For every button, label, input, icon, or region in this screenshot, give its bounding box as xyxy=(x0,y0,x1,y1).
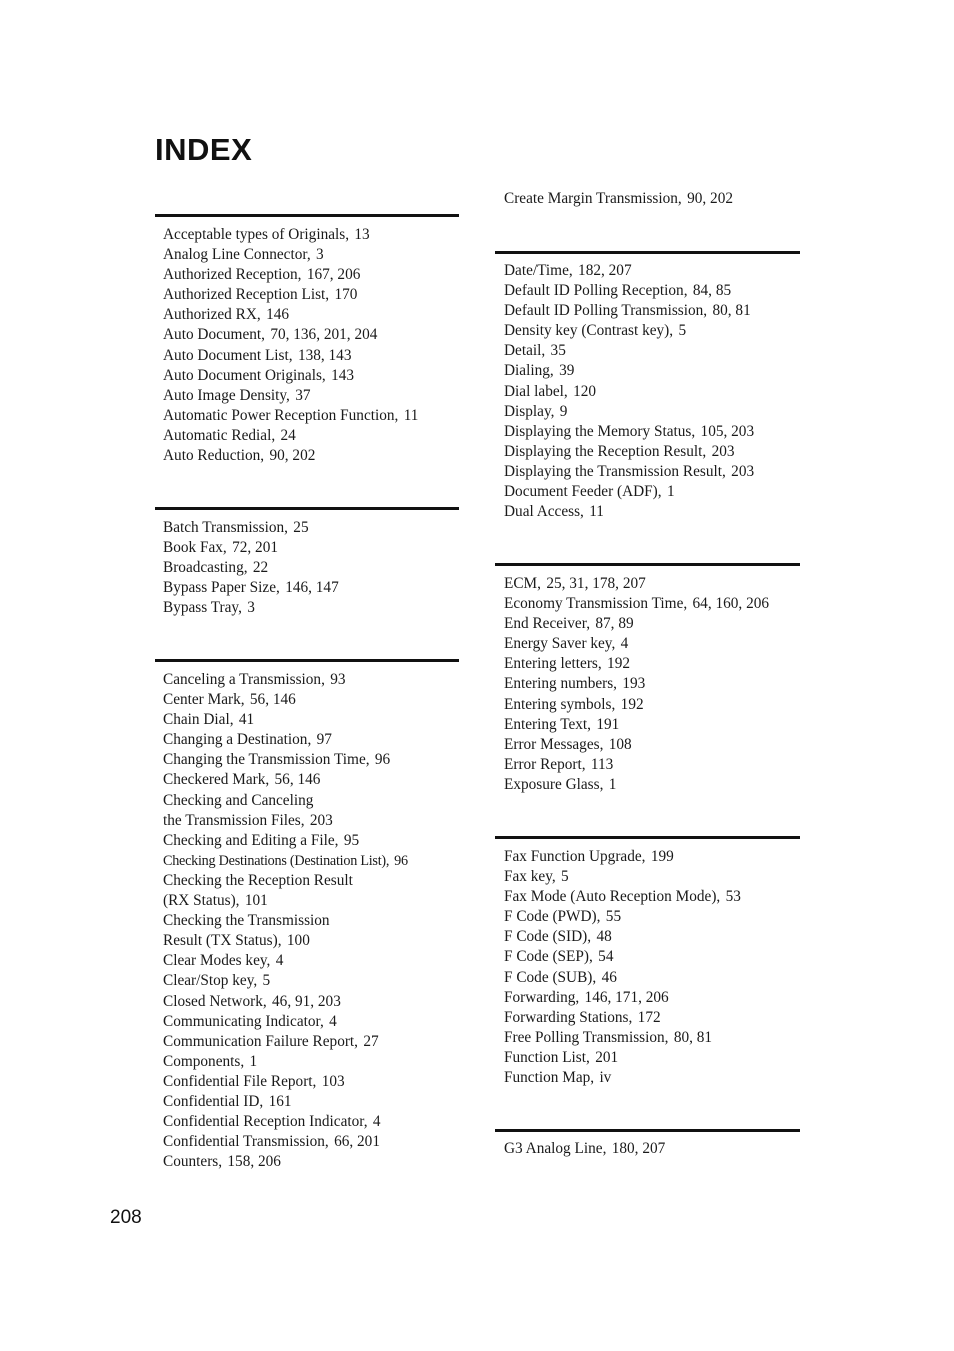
index-page-refs: 55 xyxy=(605,908,622,926)
index-page-refs: 4 xyxy=(329,1012,337,1030)
index-term: End Receiver, xyxy=(504,615,591,633)
index-entry xyxy=(163,1052,408,1072)
index-term: Changing the Transmission Time, xyxy=(163,751,370,769)
index-term: Fax Function Upgrade, xyxy=(504,848,646,865)
index-entry xyxy=(504,927,741,947)
index-entry xyxy=(504,462,754,482)
index-entry xyxy=(504,614,769,634)
index-entry xyxy=(163,538,339,558)
index-term: Confidential File Report, xyxy=(163,1072,317,1090)
index-entry xyxy=(504,1068,741,1088)
index-entry xyxy=(163,670,408,690)
index-term: Clear Modes key, xyxy=(163,952,271,970)
index-entry xyxy=(504,422,754,442)
index-entry xyxy=(504,654,769,674)
index-page-refs: 108 xyxy=(608,735,632,753)
index-page-refs: 46 xyxy=(601,968,617,986)
index-page-refs: 120 xyxy=(573,382,597,400)
index-entry xyxy=(163,710,408,730)
index-page-refs: 96 xyxy=(394,852,408,869)
index-term: Analog Line Connector, xyxy=(163,246,311,264)
index-term: Checkered Mark, xyxy=(163,771,270,789)
index-term: Free Polling Transmission, xyxy=(504,1028,669,1046)
index-term: Displaying the Reception Result, xyxy=(504,442,707,460)
index-term: Function Map, xyxy=(504,1069,595,1087)
index-term: Function List, xyxy=(504,1048,590,1066)
index-term: F Code (SID), xyxy=(504,928,592,946)
index-term: Energy Saver key, xyxy=(504,635,616,653)
index-entry xyxy=(163,245,418,265)
index-entry xyxy=(504,382,754,402)
index-page-refs: 146 xyxy=(266,306,290,324)
index-page-refs: 3 xyxy=(247,599,255,617)
index-entry xyxy=(163,791,408,811)
index-page-refs: 96 xyxy=(374,751,391,769)
index-term: Auto Reduction, xyxy=(163,447,265,465)
index-entry xyxy=(504,988,741,1008)
index-page-refs: 201 xyxy=(595,1048,619,1066)
index-term: Dial label, xyxy=(504,382,568,400)
index-term: Confidential Transmission, xyxy=(163,1133,329,1151)
index-term: Displaying the Memory Status, xyxy=(504,422,696,440)
index-term: G3 Analog Line, xyxy=(504,1140,607,1157)
index-term: Components, xyxy=(163,1052,245,1070)
index-page-refs: 4 xyxy=(620,635,629,653)
index-page-refs: 72, 201 xyxy=(232,539,278,557)
index-entry xyxy=(163,971,408,991)
index-page-refs: 203 xyxy=(731,462,755,480)
index-page-refs: 182, 207 xyxy=(578,262,632,279)
index-page-refs: 84, 85 xyxy=(692,282,732,300)
index-page-refs: 48 xyxy=(596,928,612,946)
index-entry xyxy=(163,558,339,578)
index-entry xyxy=(504,189,733,209)
index-entry xyxy=(504,502,754,522)
section-divider-c xyxy=(155,659,459,662)
index-entry xyxy=(163,911,408,931)
index-page-refs: 95 xyxy=(343,831,360,849)
index-page-refs: 5 xyxy=(262,972,271,990)
index-entry xyxy=(504,361,754,381)
index-term: Entering letters, xyxy=(504,655,602,673)
index-entry xyxy=(163,346,418,366)
index-page-refs: 158, 206 xyxy=(227,1153,281,1171)
index-entry xyxy=(163,285,418,305)
index-page-refs: 199 xyxy=(650,848,674,865)
index-page-refs: 25, 31, 178, 207 xyxy=(546,575,646,592)
index-term: Center Mark, xyxy=(163,691,245,709)
index-term: Exposure Glass, xyxy=(504,775,604,793)
section-divider-a xyxy=(155,214,459,217)
index-page-refs: 1 xyxy=(249,1052,258,1070)
index-page-refs: 13 xyxy=(354,226,370,243)
page-title: INDEX xyxy=(155,132,253,167)
index-entry xyxy=(163,1152,408,1172)
index-entry xyxy=(163,730,408,750)
index-term: F Code (SEP), xyxy=(504,948,593,966)
index-entry xyxy=(504,1008,741,1028)
index-page-refs: 146, 147 xyxy=(285,579,339,597)
index-page-refs: 191 xyxy=(596,715,620,733)
index-page-refs: 66, 201 xyxy=(334,1133,380,1151)
index-entry xyxy=(504,442,754,462)
index-entry xyxy=(504,281,754,301)
index-term: Checking the Reception Result xyxy=(163,871,353,889)
index-page-refs: 105, 203 xyxy=(700,422,755,440)
index-term: Broadcasting, xyxy=(163,559,248,577)
index-term: Forwarding Stations, xyxy=(504,1008,633,1026)
index-section-c-continued xyxy=(504,189,733,209)
index-entry xyxy=(163,891,408,911)
index-page-refs: 5 xyxy=(561,868,569,886)
index-entry xyxy=(504,735,769,755)
index-term: Result (TX Status), xyxy=(163,932,282,950)
index-entry xyxy=(504,715,769,735)
index-page-refs: 161 xyxy=(268,1092,292,1110)
index-entry xyxy=(163,366,418,386)
index-term: Automatic Redial, xyxy=(163,426,276,444)
index-entry xyxy=(163,951,408,971)
index-entry xyxy=(504,847,741,867)
index-page-refs: 180, 207 xyxy=(611,1140,666,1157)
index-term: Counters, xyxy=(163,1153,223,1171)
section-divider-e xyxy=(495,563,800,566)
index-term: Automatic Power Reception Function, xyxy=(163,406,399,424)
index-entry xyxy=(504,947,741,967)
index-entry xyxy=(163,1072,408,1092)
index-entry xyxy=(163,871,408,891)
index-page-refs: 11 xyxy=(589,503,604,521)
index-term: Book Fax, xyxy=(163,539,227,557)
index-term: Acceptable types of Originals, xyxy=(163,226,350,243)
section-divider-f xyxy=(495,836,800,839)
index-entry xyxy=(504,775,769,795)
index-term: Error Messages, xyxy=(504,735,604,753)
index-entry xyxy=(504,574,769,594)
index-section-e xyxy=(504,574,769,795)
index-term: Authorized Reception List, xyxy=(163,286,330,304)
index-term: Confidential Reception Indicator, xyxy=(163,1113,368,1131)
index-page-refs: 172 xyxy=(637,1008,661,1026)
index-page-refs: 143 xyxy=(331,366,355,384)
index-page-refs: 11 xyxy=(403,406,419,424)
index-page-refs: 193 xyxy=(622,675,646,693)
index-entry xyxy=(163,831,408,851)
index-page-refs: 90, 202 xyxy=(687,190,733,207)
index-page-refs: 24 xyxy=(280,426,296,444)
index-term: (RX Status), xyxy=(163,892,240,910)
index-entry xyxy=(163,265,418,285)
index-entry xyxy=(163,931,408,951)
index-page-refs: 90, 202 xyxy=(269,447,316,465)
index-term: Changing a Destination, xyxy=(163,731,312,749)
index-term: Displaying the Transmission Result, xyxy=(504,462,726,480)
index-term: Display, xyxy=(504,402,555,420)
index-page-refs: 100 xyxy=(286,932,310,950)
index-entry xyxy=(163,598,339,618)
index-entry xyxy=(504,674,769,694)
index-section-a xyxy=(163,225,418,466)
index-section-d xyxy=(504,261,754,522)
index-page-refs: iv xyxy=(599,1069,612,1087)
index-entry xyxy=(163,386,418,406)
index-page-refs: 203 xyxy=(309,811,333,829)
index-page-refs: 93 xyxy=(330,671,346,688)
index-term: Batch Transmission, xyxy=(163,519,288,536)
index-entry xyxy=(163,305,418,325)
index-entry xyxy=(504,867,741,887)
index-page-refs: 9 xyxy=(559,402,568,420)
index-entry xyxy=(163,426,418,446)
index-page-refs: 35 xyxy=(550,342,566,360)
index-term: F Code (SUB), xyxy=(504,968,597,986)
index-section-g xyxy=(504,1139,665,1159)
index-term: Density key (Contrast key), xyxy=(504,322,674,340)
index-entry xyxy=(163,811,408,831)
index-page-refs: 27 xyxy=(363,1032,379,1050)
index-page-refs: 4 xyxy=(372,1113,381,1131)
index-entry xyxy=(504,695,769,715)
index-page-refs: 39 xyxy=(559,362,575,380)
index-entry xyxy=(163,518,339,538)
index-page-refs: 146, 171, 206 xyxy=(584,988,669,1006)
index-term: F Code (PWD), xyxy=(504,908,601,926)
index-entry xyxy=(504,341,754,361)
index-term: Forwarding, xyxy=(504,988,580,1006)
index-term: Authorized Reception, xyxy=(163,266,302,284)
index-term: Checking the Transmission xyxy=(163,912,330,930)
index-entry xyxy=(163,1092,408,1112)
index-entry xyxy=(163,406,418,426)
index-page-refs: 192 xyxy=(620,695,644,713)
index-page-refs: 56, 146 xyxy=(249,691,296,709)
index-page-refs: 80, 81 xyxy=(673,1028,713,1046)
index-term: Auto Document List, xyxy=(163,346,293,364)
index-page-refs: 97 xyxy=(316,731,332,749)
index-term: Bypass Tray, xyxy=(163,599,242,617)
index-term: Error Report, xyxy=(504,755,586,773)
index-term: Detail, xyxy=(504,342,546,360)
index-page-refs: 87, 89 xyxy=(595,615,634,633)
index-entry xyxy=(163,325,418,345)
index-page-refs: 80, 81 xyxy=(712,302,751,320)
index-term: Chain Dial, xyxy=(163,711,234,729)
index-section-f xyxy=(504,847,741,1088)
index-entry xyxy=(163,851,408,871)
section-divider-b xyxy=(155,507,459,510)
index-page-refs: 103 xyxy=(321,1072,345,1090)
index-entry xyxy=(163,1112,408,1132)
index-page-refs: 53 xyxy=(725,888,741,906)
index-entry xyxy=(163,446,418,466)
index-term: Checking and Editing a File, xyxy=(163,831,339,849)
index-entry xyxy=(504,1028,741,1048)
index-term: Default ID Polling Transmission, xyxy=(504,302,708,320)
index-term: Authorized RX, xyxy=(163,306,261,324)
section-divider-d xyxy=(495,251,800,254)
index-term: Document Feeder (ADF), xyxy=(504,483,662,501)
index-term: Economy Transmission Time, xyxy=(504,595,688,613)
index-term: Create Margin Transmission, xyxy=(504,190,682,207)
index-entry xyxy=(163,578,339,598)
index-entry xyxy=(163,1132,408,1152)
page-number: 208 xyxy=(110,1207,142,1228)
index-page-refs: 1 xyxy=(666,483,675,501)
index-term: Entering Text, xyxy=(504,715,592,733)
index-page-refs: 54 xyxy=(598,948,614,966)
index-page-refs: 3 xyxy=(316,246,324,264)
index-entry xyxy=(504,261,754,281)
index-entry xyxy=(504,1048,741,1068)
index-page-refs: 192 xyxy=(607,655,630,673)
index-page-refs: 113 xyxy=(590,755,614,773)
index-term: Fax Mode (Auto Reception Mode), xyxy=(504,888,721,906)
index-page-refs: 167, 206 xyxy=(306,266,361,284)
index-term: Checking Destinations (Destination List), xyxy=(163,852,390,869)
index-term: Bypass Paper Size, xyxy=(163,579,280,597)
index-page-refs: 56, 146 xyxy=(274,771,321,789)
index-term: Fax key, xyxy=(504,868,556,886)
index-entry xyxy=(504,1139,665,1159)
index-term: Auto Document, xyxy=(163,326,265,344)
index-entry xyxy=(504,594,769,614)
index-page-refs: 41 xyxy=(238,711,255,729)
index-term: Communicating Indicator, xyxy=(163,1012,324,1030)
index-term: Date/Time, xyxy=(504,262,573,279)
index-entry xyxy=(504,634,769,654)
index-page-refs: 1 xyxy=(608,775,617,793)
index-term: Clear/Stop key, xyxy=(163,972,258,990)
index-page-refs: 170 xyxy=(334,286,358,304)
index-entry xyxy=(163,992,408,1012)
index-page-refs: 70, 136, 201, 204 xyxy=(270,326,378,344)
index-entry xyxy=(504,907,741,927)
index-term: Closed Network, xyxy=(163,992,267,1010)
index-term: Entering numbers, xyxy=(504,675,618,693)
index-entry xyxy=(504,321,754,341)
index-page-refs: 4 xyxy=(275,952,284,970)
index-entry xyxy=(163,690,408,710)
index-entry xyxy=(163,1032,408,1052)
index-page-refs: 203 xyxy=(711,442,735,460)
index-term: Auto Image Density, xyxy=(163,386,290,404)
index-term: Dual Access, xyxy=(504,503,584,521)
index-term: Dialing, xyxy=(504,362,554,380)
index-entry xyxy=(163,1012,408,1032)
index-entry xyxy=(504,301,754,321)
index-page-refs: 101 xyxy=(244,892,268,910)
index-entry xyxy=(504,482,754,502)
index-page-refs: 46, 91, 203 xyxy=(272,992,341,1010)
index-entry xyxy=(504,755,769,775)
index-term: the Transmission Files, xyxy=(163,811,305,829)
index-page-refs: 138, 143 xyxy=(297,346,352,364)
index-entry xyxy=(163,770,408,790)
index-page-refs: 25 xyxy=(293,519,309,536)
index-entry xyxy=(163,225,418,245)
index-term: Entering symbols, xyxy=(504,695,616,713)
index-term: Canceling a Transmission, xyxy=(163,671,325,688)
index-term: Auto Document Originals, xyxy=(163,366,326,384)
index-term: Default ID Polling Reception, xyxy=(504,282,688,300)
index-entry xyxy=(504,887,741,907)
index-entry xyxy=(504,968,741,988)
index-page-refs: 64, 160, 206 xyxy=(692,595,770,613)
index-entry xyxy=(163,750,408,770)
index-term: Confidential ID, xyxy=(163,1092,264,1110)
index-entry xyxy=(504,402,754,422)
index-page-refs: 5 xyxy=(678,322,687,340)
index-page-refs: 37 xyxy=(295,386,311,404)
index-page-refs: 22 xyxy=(252,559,269,577)
index-term: Communication Failure Report, xyxy=(163,1032,359,1050)
section-divider-g xyxy=(495,1129,800,1132)
index-term: ECM, xyxy=(504,575,541,592)
index-section-b xyxy=(163,518,339,618)
index-term: Checking and Canceling xyxy=(163,791,314,809)
index-section-c xyxy=(163,670,408,1172)
